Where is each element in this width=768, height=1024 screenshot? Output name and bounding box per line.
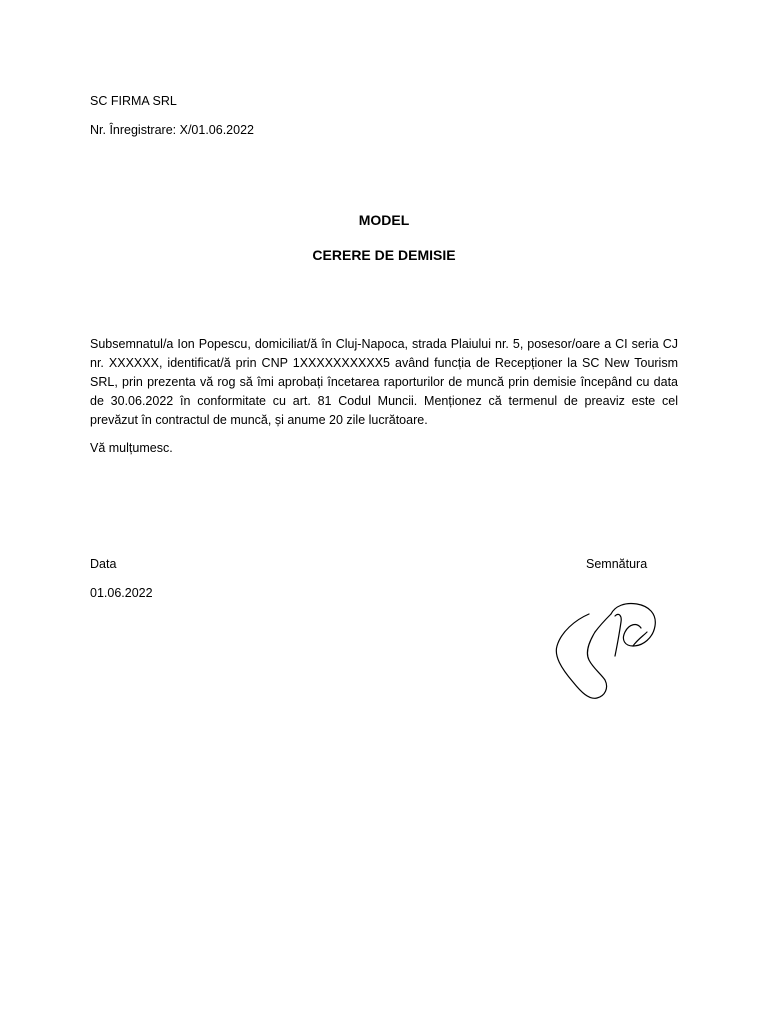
company-name: SC FIRMA SRL [90, 94, 177, 108]
document-title: CERERE DE DEMISIE [312, 247, 456, 263]
date-label: Data [90, 557, 117, 571]
signature-label: Semnătura [586, 557, 648, 571]
handwritten-signature [545, 596, 670, 706]
resignation-paragraph: Subsemnatul/a Ion Popescu, domiciliat/ă în Cluj-Napoca, strada Plaiului nr. 5, posesor/oare a CI seria CJ nr. XXXXXX, identificat/ă prin CNP 1XXXXXXXXXX5 având funcția de Recepționer la SC New Tourism SRL, prin prezenta vă rog să îmi aprobați încetarea raporturilor de muncă prin demisie începând cu data de 30.06.2022 în conformitate cu art. 81 Codul Muncii. Menționez că termenul de preaviz este cel prevăzut în contractul de muncă, și anume 20 zile lucrătoare. [90, 337, 678, 427]
date-value: 01.06.2022 [90, 586, 153, 600]
registration-number: Nr. Înregistrare: X/01.06.2022 [90, 123, 254, 137]
closing-thanks: Vă mulțumesc. [90, 441, 173, 455]
document-model-heading: MODEL [358, 212, 410, 228]
